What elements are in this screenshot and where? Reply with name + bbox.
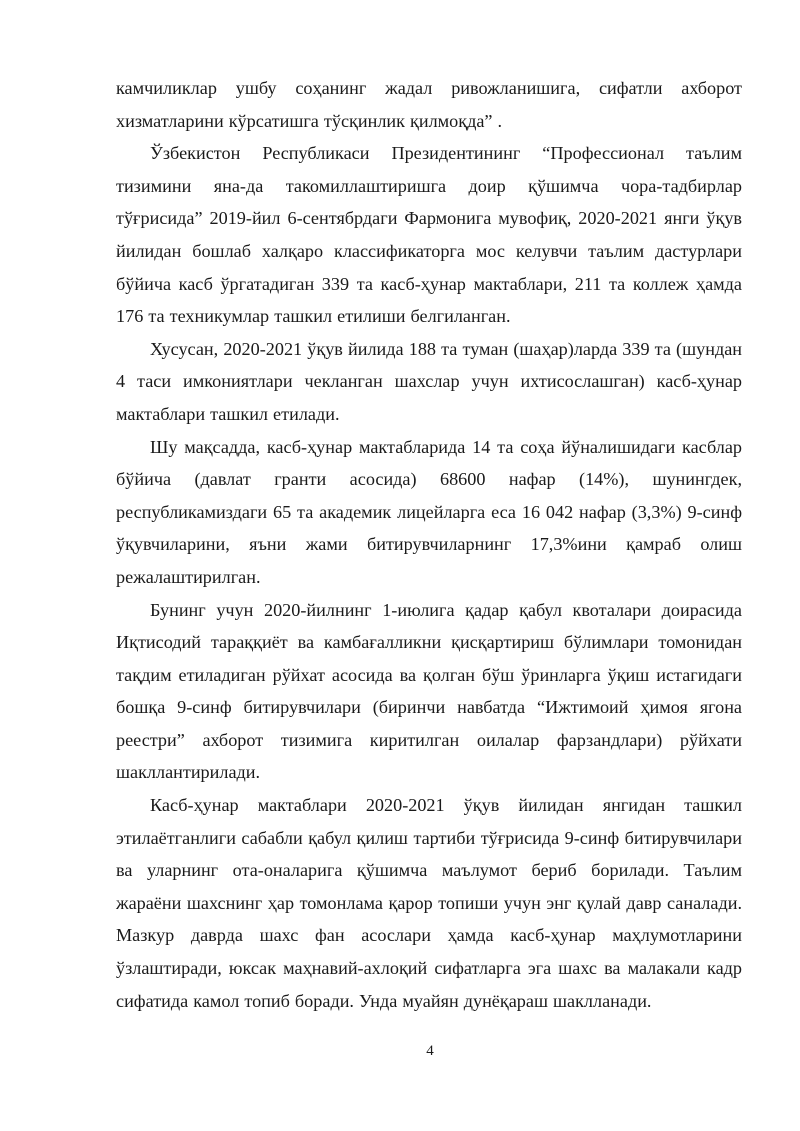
paragraph-admission-procedure: Касб-ҳунар мактаблари 2020-2021 ўқув йилидан янгидан ташкил этилаётганлиги сабабли қабул қилиш тартиби тўғрисида 9-синф битирувчилари ва уларнинг ота-оналарига қўшимча маълумот бериб борилади. Таълим жараёни шахснинг ҳар томонлама қарор топиши учун энг қулай давр саналади. Мазкур даврда шахс фан асослари ҳамда касб-ҳунар маҳлумотларини ўзлаштиради, юксак маҳнавий-ахлоқий сифатларга эга шахс ва малакали кадр сифатида камол топиб боради. Унда муайян дунёқараш шаклланади. <box>116 795 742 1011</box>
paragraph-continuation: камчиликлар ушбу соҳанинг жадал ривожланишига, сифатли ахборот хизматларини кўрсатишга тўсқинлик қилмоқда” . <box>116 78 742 131</box>
page-number: 4 <box>426 1043 434 1059</box>
body-text <box>116 72 742 1017</box>
paragraph-district-schools: Хусусан, 2020-2021 ўқув йилида 188 та туман (шаҳар)ларда 339 та (шундан 4 таси имкониятлари чекланган шахслар учун ихтисослашган) касб-ҳунар мактаблари ташкил етилади. <box>116 338 742 424</box>
paragraph-admission-quota: Бунинг учун 2020-йилнинг 1-июлига қадар қабул квоталари доирасида Иқтисодий тараққиёт ва камбағалликни қисқартириш бўлимлари томонидан тақдим етиладиган рўйхат асосида ва қолган бўш ўринларга ўқиш истагидаги бошқа 9-синф битирувчилари (биринчи навбатда “Ижтимоий ҳимоя ягона реестри” ахборот тизимига киритилган оилалар фарзандлари) рўйхати шакллантирилади. <box>116 599 742 783</box>
paragraph-presidential-decree: Ўзбекистон Республикаси Президентининг “Профессионал таълим тизимини яна-да такомиллаштиришга доир қўшимча чора-тадбирлар тўғрисида” 2019-йил 6-сентябрдаги Фармонига мувофиқ, 2020-2021 янги ўқув йилидан бошлаб халқаро классификаторга мос келувчи таълим дастурлари бўйича касб ўргатадиган 339 та касб-ҳунар мактаблари, 211 та коллеж ҳамда 176 та техникумлар ташкил етилиши белгиланган. <box>116 143 742 327</box>
paragraph-enrollment-plan: Шу мақсадда, касб-ҳунар мактабларида 14 та соҳа йўналишидаги касблар бўйича (давлат гранти асосида) 68600 нафар (14%), шунингдек, республикамиздаги 65 та академик лицейларга еса 16 042 нафар (3,3%) 9-синф ўқувчиларини, яъни жами битирувчиларнинг 17,3%ини қамраб олиш режалаштирилган. <box>116 436 742 587</box>
